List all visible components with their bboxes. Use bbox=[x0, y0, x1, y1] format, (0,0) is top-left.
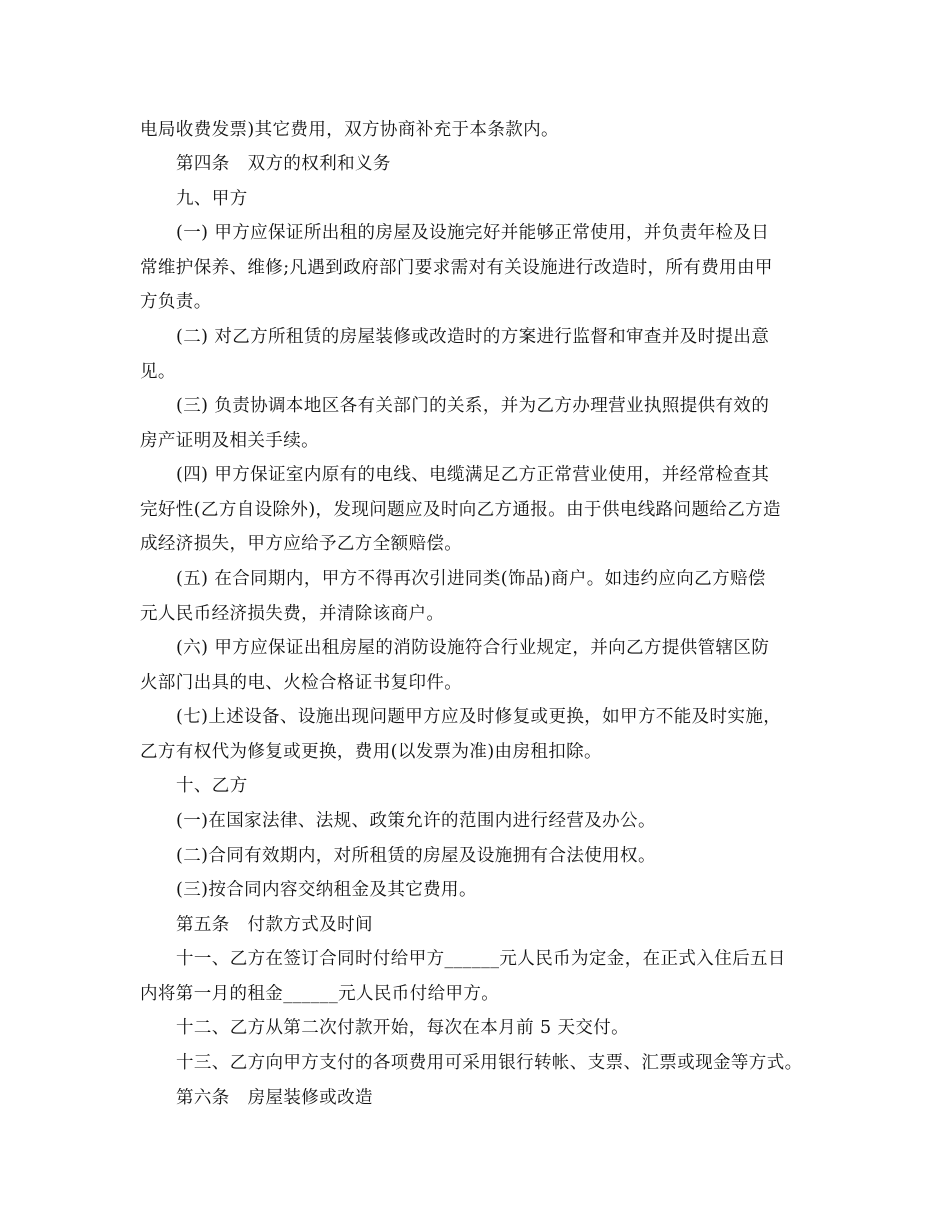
text-line: (二)合同有效期内，对所租赁的房屋及设施拥有合法使用权。 bbox=[176, 846, 656, 866]
text-line: 元人民币经济损失费，并清除该商户。 bbox=[140, 604, 445, 624]
text-line: (三)按合同内容交纳租金及其它费用。 bbox=[176, 880, 477, 900]
text-line: (五) 在合同期内，甲方不得再次引进同类(饰品)商户。如违约应向乙方赔偿 bbox=[176, 569, 766, 589]
text-line: 十三、乙方向甲方支付的各项费用可采用银行转帐、支票、汇票或现金等方式。 bbox=[176, 1053, 803, 1073]
text-line: 电局收费发票)其它费用，双方协商补充于本条款内。 bbox=[140, 120, 559, 140]
text-line: 常维护保养、维修;凡遇到政府部门要求需对有关设施进行改造时，所有费用由甲 bbox=[140, 258, 773, 278]
text-line: (三) 负责协调本地区各有关部门的关系，并为乙方办理营业执照提供有效的 bbox=[176, 396, 770, 416]
text-line: (七)上述设备、设施出现问题甲方应及时修复或更换，如甲方不能及时实施， bbox=[176, 707, 782, 727]
text-line: 完好性(乙方自设除外)，发现问题应及时向乙方通报。由于供电线路问题给乙方造 bbox=[140, 500, 781, 520]
section-heading: 第六条 房屋装修或改造 bbox=[176, 1088, 373, 1108]
text-line: 见。 bbox=[140, 362, 176, 382]
text-line: 成经济损失，甲方应给予乙方全额赔偿。 bbox=[140, 534, 463, 554]
text-line: 方负责。 bbox=[140, 292, 212, 312]
text-line: 内将第一月的租金______元人民币付给甲方。 bbox=[140, 984, 500, 1004]
section-heading: 第五条 付款方式及时间 bbox=[176, 915, 373, 935]
subsection-heading: 十、乙方 bbox=[176, 776, 248, 796]
text-line: 十二、乙方从第二次付款开始，每次在本月前 5 天交付。 bbox=[176, 1018, 630, 1038]
text-line: 十一、乙方在签订合同时付给甲方______元人民币为定金，在正式入住后五日 bbox=[176, 949, 786, 969]
section-heading: 第四条 双方的权利和义务 bbox=[176, 154, 391, 174]
text-line: (六) 甲方应保证出租房屋的消防设施符合行业规定，并向乙方提供管辖区防 bbox=[176, 638, 770, 658]
text-line: (二) 对乙方所租赁的房屋装修或改造时的方案进行监督和审查并及时提出意 bbox=[176, 327, 770, 347]
text-line: 乙方有权代为修复或更换，费用(以发票为准)由房租扣除。 bbox=[140, 742, 602, 762]
text-line: 房产证明及相关手续。 bbox=[140, 431, 319, 451]
subsection-heading: 九、甲方 bbox=[176, 189, 248, 209]
text-line: (一) 甲方应保证所出租的房屋及设施完好并能够正常使用，并负责年检及日 bbox=[176, 223, 770, 243]
text-line: 火部门出具的电、火检合格证书复印件。 bbox=[140, 673, 463, 693]
text-line: (四) 甲方保证室内原有的电线、电缆满足乙方正常营业使用，并经常检查其 bbox=[176, 465, 770, 485]
text-line: (一)在国家法律、法规、政策允许的范围内进行经营及办公。 bbox=[176, 811, 656, 831]
